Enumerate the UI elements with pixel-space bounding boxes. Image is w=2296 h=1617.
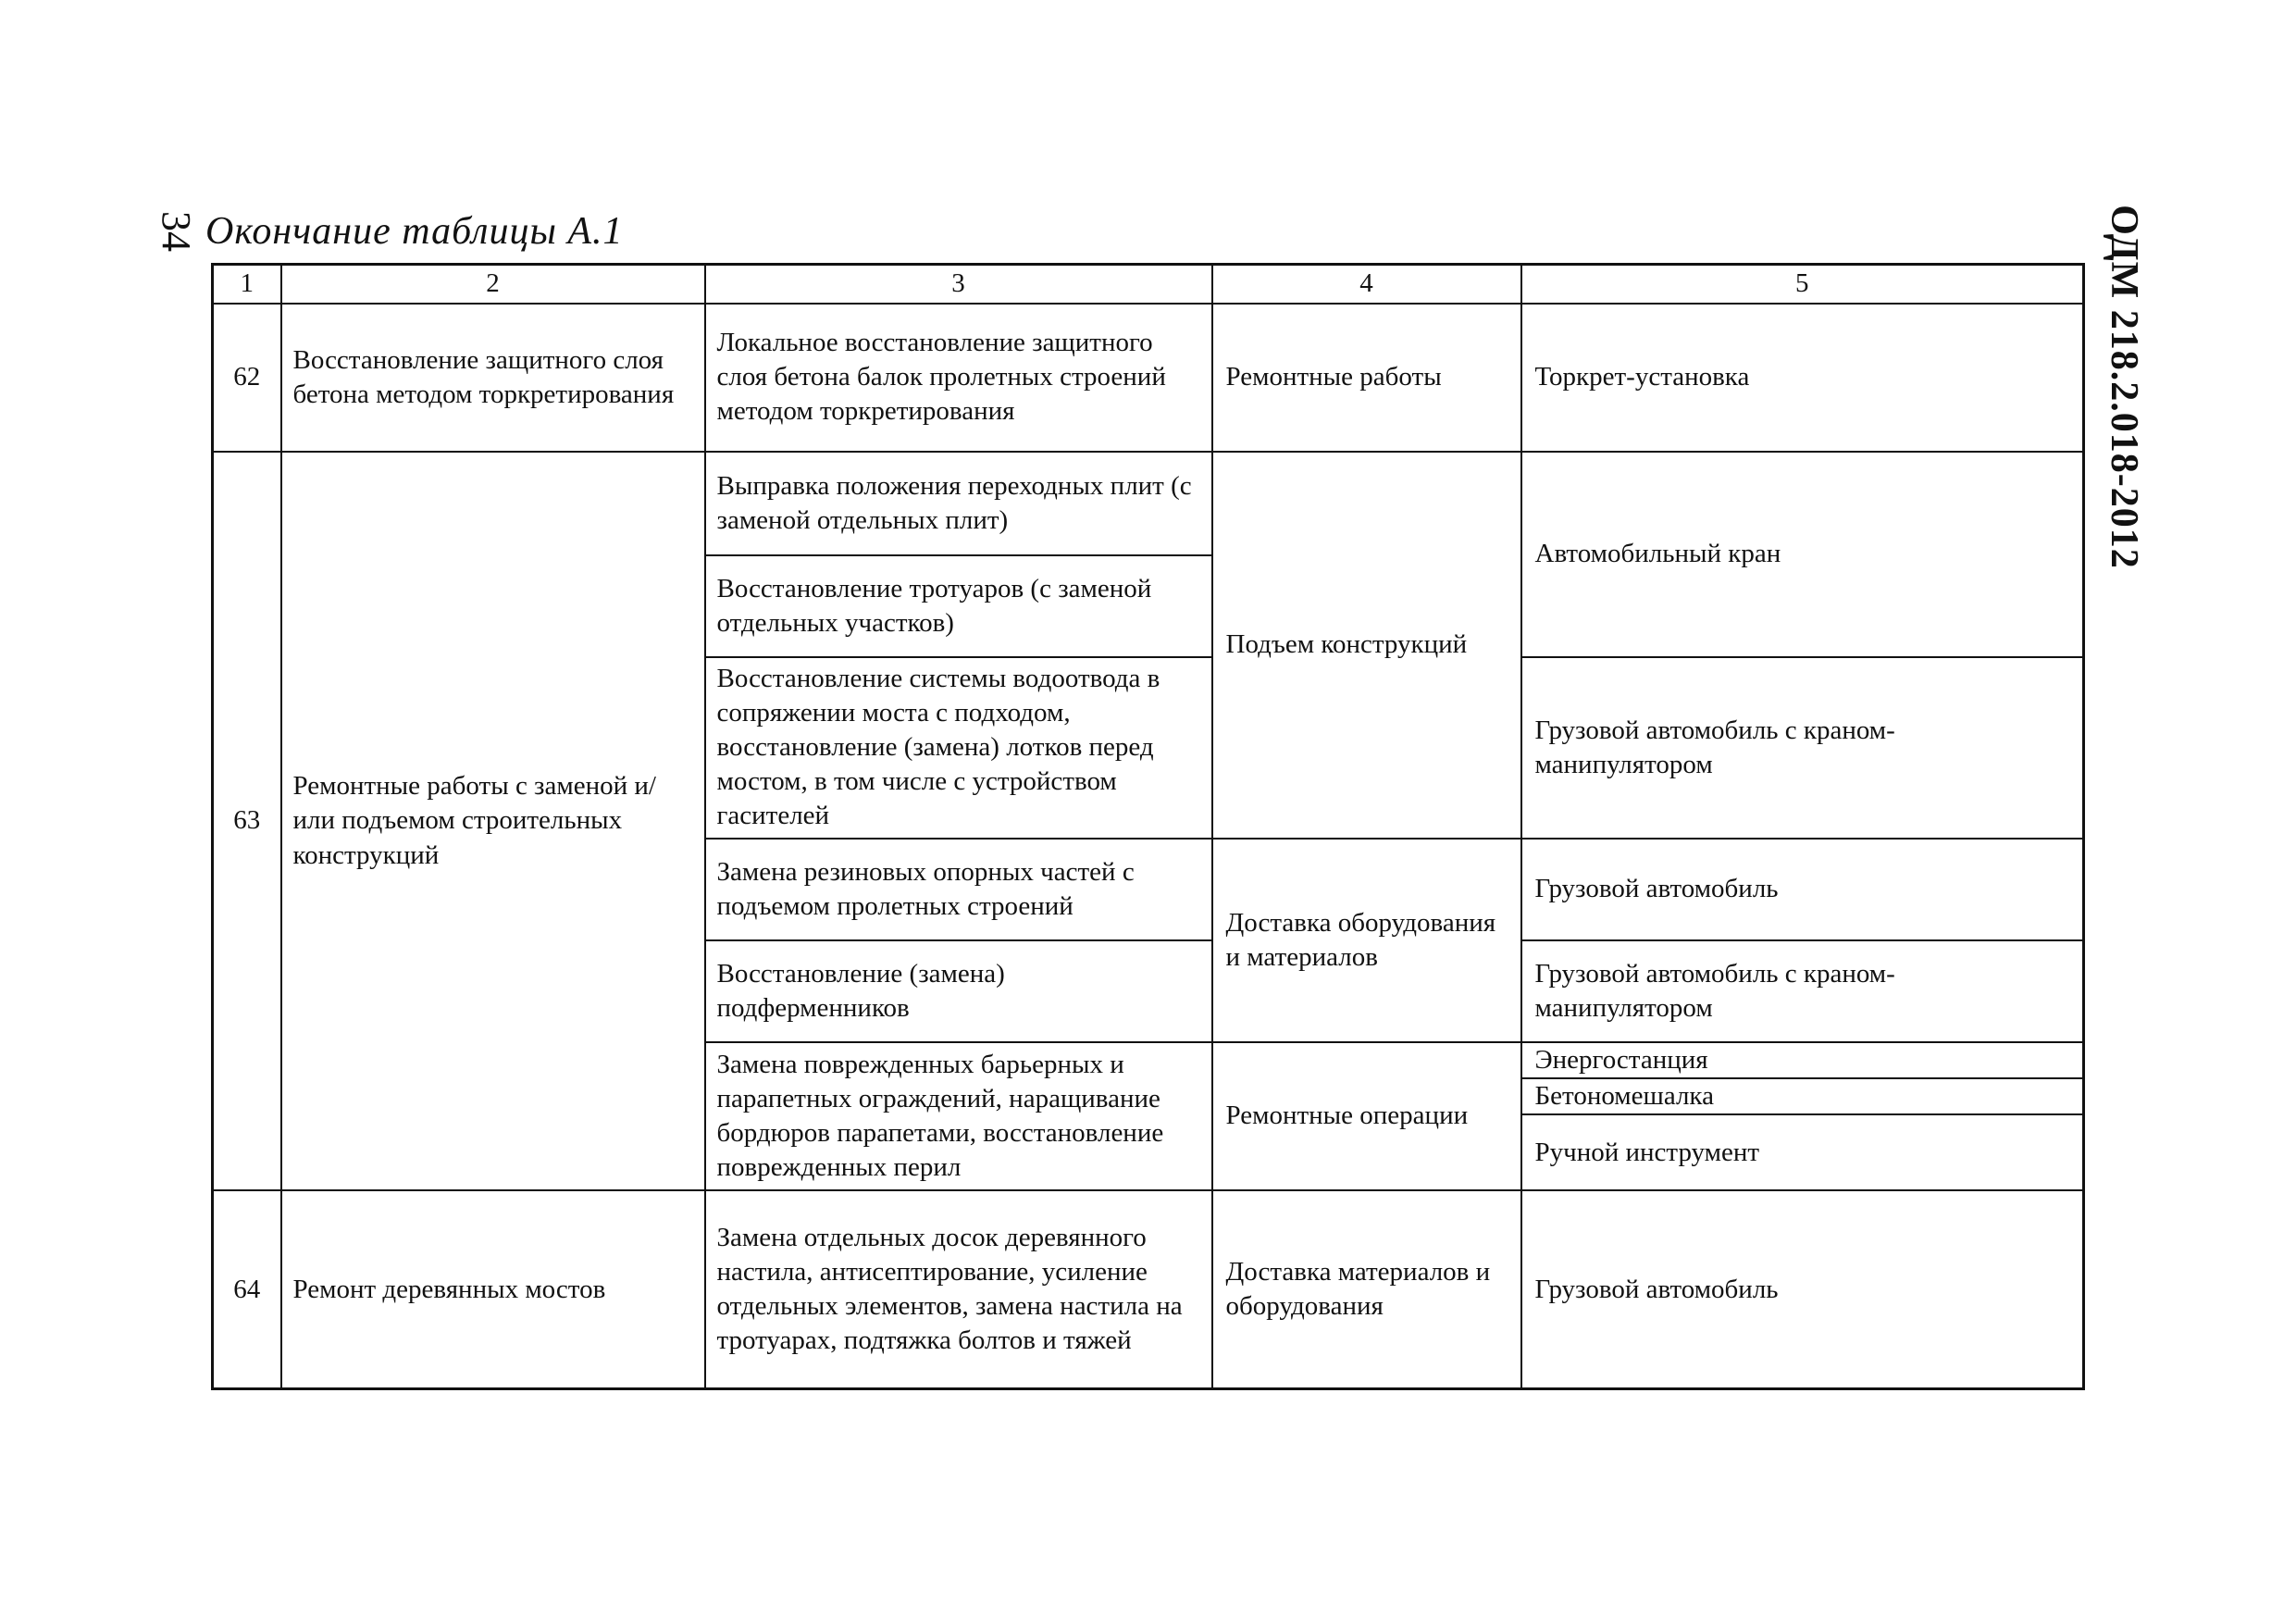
header-col-2: 2 <box>281 265 705 304</box>
table-caption: Окончание таблицы А.1 <box>205 210 624 253</box>
table-row-62 <box>213 304 2084 452</box>
row-63-work-name: Ремонтные работы с заменой и/или подъемом строительных конструкций <box>281 452 705 1191</box>
row-63-machine-truck: Грузовой автомобиль <box>1521 839 2084 940</box>
row-63-machine-truck-manipulator-2: Грузовой автомобиль с краном-манипулятором <box>1521 940 2084 1042</box>
row-63-description-1: Выправка положения переходных плит (с заменой отдельных плит) <box>705 452 1212 555</box>
row-63-description-5: Восстановление (замена) подферменников <box>705 940 1212 1042</box>
row-62-number: 62 <box>213 304 281 452</box>
header-col-1: 1 <box>213 265 281 304</box>
row-63-machine-hand-tool: Ручной инструмент <box>1521 1114 2084 1190</box>
table-row-63-1 <box>213 452 2084 555</box>
row-63-description-3: Восстановление системы водоотвода в сопряжении моста с подходом, восстановление (замена) лотков перед мостом, в том числе с устройством гасителей <box>705 657 1212 839</box>
document-code <box>2103 205 2146 569</box>
row-62-operation: Ремонтные работы <box>1212 304 1521 452</box>
table-header-row <box>213 265 2084 304</box>
row-63-number: 63 <box>213 452 281 1191</box>
table-row-64 <box>213 1190 2084 1388</box>
document-code-text: ОДМ 218.2.018-2012 <box>2103 205 2146 569</box>
row-63-machine-power-station: Энергостанция <box>1521 1042 2084 1078</box>
header-col-5: 5 <box>1521 265 2084 304</box>
header-col-3: 3 <box>705 265 1212 304</box>
row-63-operation-lifting: Подъем конструкций <box>1212 452 1521 839</box>
row-63-machine-concrete-mixer: Бетономешалка <box>1521 1078 2084 1114</box>
row-64-number: 64 <box>213 1190 281 1388</box>
row-62-machine: Торкрет-установка <box>1521 304 2084 452</box>
header-col-4: 4 <box>1212 265 1521 304</box>
page-number: 34 <box>154 211 199 252</box>
row-64-work-name: Ремонт деревянных мостов <box>281 1190 705 1388</box>
row-62-work-name: Восстановление защитного слоя бетона методом торкретирования <box>281 304 705 452</box>
row-64-operation: Доставка материалов и оборудования <box>1212 1190 1521 1388</box>
row-63-description-2: Восстановление тротуаров (с заменой отдельных участков) <box>705 555 1212 657</box>
works-table <box>211 263 2085 1390</box>
row-63-operation-repair: Ремонтные операции <box>1212 1042 1521 1190</box>
row-63-machine-crane: Автомобильный кран <box>1521 452 2084 657</box>
row-63-machine-truck-manipulator: Грузовой автомобиль с краном-манипулятором <box>1521 657 2084 839</box>
row-62-work-description: Локальное восстановление защитного слоя бетона балок пролетных строений методом торкретирования <box>705 304 1212 452</box>
row-64-work-description: Замена отдельных досок деревянного настила, антисептирование, усиление отдельных элементов, замена настила на тротуарах, подтяжка болтов и тяжей <box>705 1190 1212 1388</box>
row-63-description-4: Замена резиновых опорных частей с подъемом пролетных строений <box>705 839 1212 940</box>
row-63-description-6: Замена поврежденных барьерных и парапетных ограждений, наращивание бордюров парапетами, восстановление поврежденных перил <box>705 1042 1212 1190</box>
row-64-machine: Грузовой автомобиль <box>1521 1190 2084 1388</box>
row-63-operation-delivery: Доставка оборудования и материалов <box>1212 839 1521 1042</box>
